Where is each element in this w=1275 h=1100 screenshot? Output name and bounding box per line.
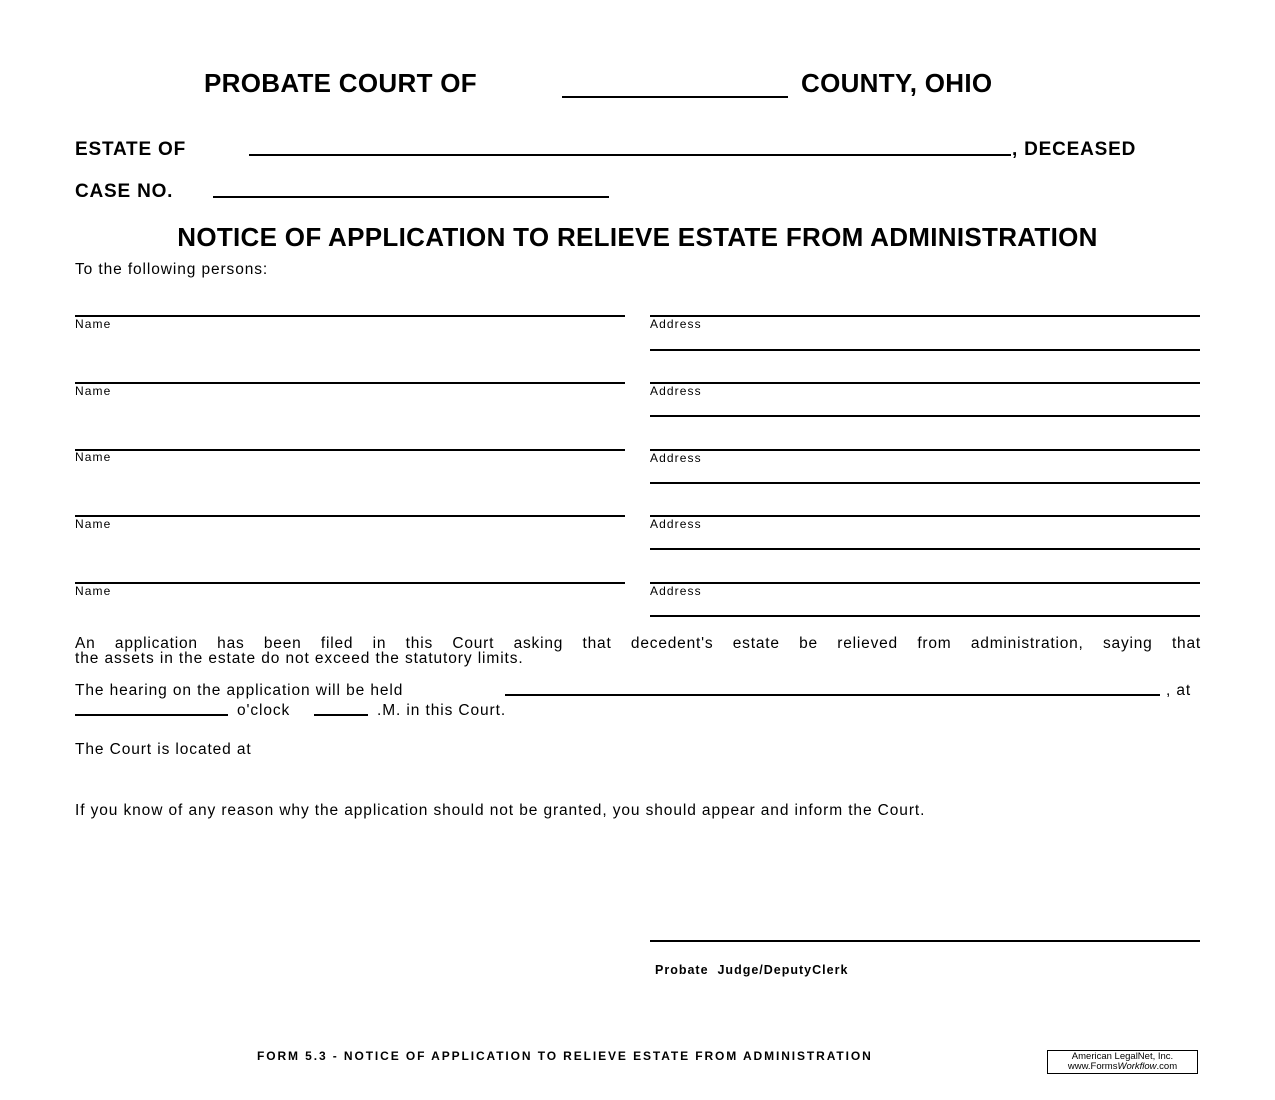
ampm-field[interactable] bbox=[315, 696, 367, 714]
estate-label: ESTATE OF bbox=[75, 139, 186, 160]
address-underline bbox=[650, 582, 1200, 584]
address-label: Address bbox=[650, 517, 702, 531]
hearing-at-text: , at bbox=[1166, 682, 1192, 699]
court-location-label: The Court is located at bbox=[75, 741, 252, 758]
county-field[interactable] bbox=[562, 74, 786, 96]
estate-name-field[interactable] bbox=[250, 136, 1010, 156]
recipient-name-field[interactable] bbox=[76, 296, 624, 314]
hearing-time-field[interactable] bbox=[76, 696, 226, 714]
name-label: Name bbox=[75, 317, 112, 331]
estate-underline bbox=[249, 154, 1011, 156]
publisher-box bbox=[1047, 1050, 1198, 1074]
address-line-2[interactable] bbox=[650, 415, 1200, 417]
name-label: Name bbox=[75, 384, 112, 398]
name-label: Name bbox=[75, 584, 112, 598]
signature-label: Probate Judge/DeputyClerk bbox=[655, 963, 849, 977]
court-title-prefix: PROBATE COURT OF bbox=[204, 68, 477, 98]
county-underline bbox=[562, 96, 788, 98]
recipient-name-field[interactable] bbox=[76, 563, 624, 581]
address-line-2[interactable] bbox=[650, 615, 1200, 617]
address-label: Address bbox=[650, 451, 702, 465]
ampm-underline bbox=[314, 714, 368, 716]
hearing-date-field[interactable] bbox=[506, 676, 1158, 694]
recipient-address-field[interactable] bbox=[651, 296, 1199, 314]
form-id-footer: FORM 5.3 - NOTICE OF APPLICATION TO RELIEVE ESTATE FROM ADMINISTRATION bbox=[257, 1049, 873, 1063]
recipient-address-field[interactable] bbox=[651, 363, 1199, 381]
name-label: Name bbox=[75, 517, 112, 531]
name-underline bbox=[75, 515, 625, 517]
court-title-suffix: COUNTY, OHIO bbox=[801, 68, 993, 98]
hearing-time-underline bbox=[75, 714, 228, 716]
address-line-2[interactable] bbox=[650, 349, 1200, 351]
address-underline bbox=[650, 515, 1200, 517]
recipient-name-field[interactable] bbox=[76, 430, 624, 448]
recipient-name-field[interactable] bbox=[76, 496, 624, 514]
address-line-2[interactable] bbox=[650, 548, 1200, 550]
in-this-court-text: .M. in this Court. bbox=[377, 702, 507, 719]
deceased-label: , DECEASED bbox=[1012, 139, 1137, 160]
signature-line[interactable] bbox=[650, 940, 1200, 942]
address-underline bbox=[650, 449, 1200, 451]
case-number-underline bbox=[213, 196, 609, 198]
name-label: Name bbox=[75, 450, 112, 464]
address-label: Address bbox=[650, 317, 702, 331]
application-paragraph-line-1: An application has been filed in this Court asking that decedent's estate be relieved from administration, saying that bbox=[75, 635, 1201, 652]
case-number-field[interactable] bbox=[214, 178, 608, 198]
name-underline bbox=[75, 582, 625, 584]
name-underline bbox=[75, 382, 625, 384]
publisher-url: www.FormsWorkflow.com bbox=[1067, 1061, 1178, 1072]
recipient-address-field[interactable] bbox=[651, 563, 1199, 581]
recipient-address-field[interactable] bbox=[651, 496, 1199, 514]
recipient-address-field[interactable] bbox=[651, 430, 1199, 448]
address-underline bbox=[650, 315, 1200, 317]
recipient-name-field[interactable] bbox=[76, 363, 624, 381]
objection-text: If you know of any reason why the application should not be granted, you should appear and inform the Court. bbox=[75, 802, 926, 819]
intro-text: To the following persons: bbox=[75, 261, 269, 278]
name-underline bbox=[75, 449, 625, 451]
application-paragraph-line-2: the assets in the estate do not exceed the statutory limits. bbox=[75, 650, 524, 667]
address-label: Address bbox=[650, 384, 702, 398]
publisher-name: American LegalNet, Inc. bbox=[1071, 1051, 1174, 1062]
hearing-prefix: The hearing on the application will be held bbox=[75, 682, 404, 699]
address-line-2[interactable] bbox=[650, 482, 1200, 484]
form-title: NOTICE OF APPLICATION TO RELIEVE ESTATE FROM ADMINISTRATION bbox=[177, 222, 1098, 252]
address-label: Address bbox=[650, 584, 702, 598]
address-underline bbox=[650, 382, 1200, 384]
hearing-date-underline bbox=[505, 694, 1160, 696]
case-number-label: CASE NO. bbox=[75, 181, 174, 202]
name-underline bbox=[75, 315, 625, 317]
oclock-text: o'clock bbox=[237, 702, 291, 719]
